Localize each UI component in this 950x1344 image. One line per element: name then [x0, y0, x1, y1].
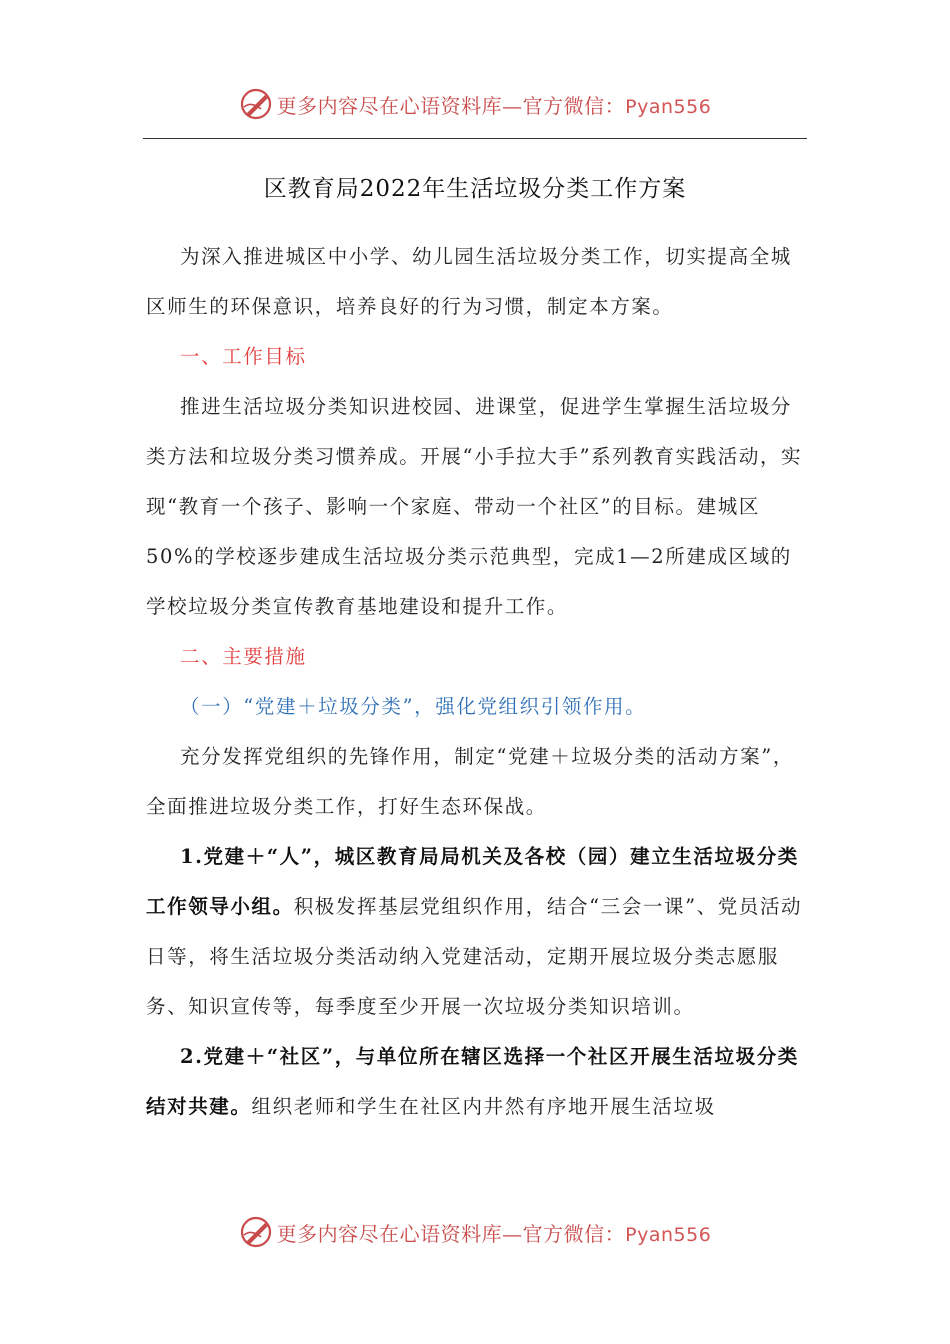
section1-heading: 一、工作目标: [180, 345, 307, 368]
item1-lead: 1.党建＋“人”，城区教育局局机关及各校（园）建立生活垃圾分类工作领导小组。: [146, 845, 799, 918]
item2-lead: 2.党建＋“社区”，与单位所在辖区选择一个社区开展生活垃圾分类结对共建。: [146, 1045, 799, 1118]
document-title: 区教育局2022年生活垃圾分类工作方案: [263, 176, 687, 202]
section1-paragraph: 推进生活垃圾分类知识进校园、进课堂，促进学生掌握生活垃圾分类方法和垃圾分类习惯养成。开展“小手拉大手”系列教育实践活动，实现“教育一个孩子、影响一个家庭、带动一个社区”的目标。建城区50%的学校逐步建成生活垃圾分类示范典型，完成1—2所建成区域的学校垃圾分类宣传教育基地建设和提升工作。: [146, 395, 803, 618]
document-body: [146, 232, 806, 1132]
item2-text: 组织老师和学生在社区内井然有序地开展生活垃圾: [251, 1095, 716, 1118]
section2-heading: 二、主要措施: [180, 645, 307, 668]
subsection1-heading: （一）“党建＋垃圾分类”，强化党组织引领作用。: [180, 695, 647, 718]
header-wechat-id: Pyan556: [625, 95, 712, 118]
item1-text: 积极发挥基层党组织作用，结合“三会一课”、党员活动日等，将生活垃圾分类活动纳入党建活动，定期开展垃圾分类志愿服务、知识宣传等，每季度至少开展一次垃圾分类知识培训。: [146, 895, 803, 1018]
item2-paragraph: [146, 1032, 806, 1132]
subsection1-paragraph: 充分发挥党组织的先锋作用，制定“党建＋垃圾分类的活动方案”，全面推进垃圾分类工作，打好生态环保战。: [146, 745, 794, 818]
pen-logo-icon: [239, 1215, 273, 1249]
footer-banner: [0, 1212, 950, 1252]
item1-paragraph: [146, 832, 806, 1032]
intro-paragraph: 为深入推进城区中小学、幼儿园生活垃圾分类工作，切实提高全城区师生的环保意识，培养良好的行为习惯，制定本方案。: [146, 245, 792, 318]
header-divider: [143, 138, 807, 139]
footer-wechat-id: Pyan556: [625, 1223, 712, 1246]
pen-logo-icon: [239, 87, 273, 121]
footer-banner-text: 更多内容尽在心语资料库—官方微信：Pyan556: [276, 1221, 712, 1246]
header-banner-text: 更多内容尽在心语资料库—官方微信：Pyan556: [276, 93, 712, 118]
header-banner: [0, 84, 950, 124]
